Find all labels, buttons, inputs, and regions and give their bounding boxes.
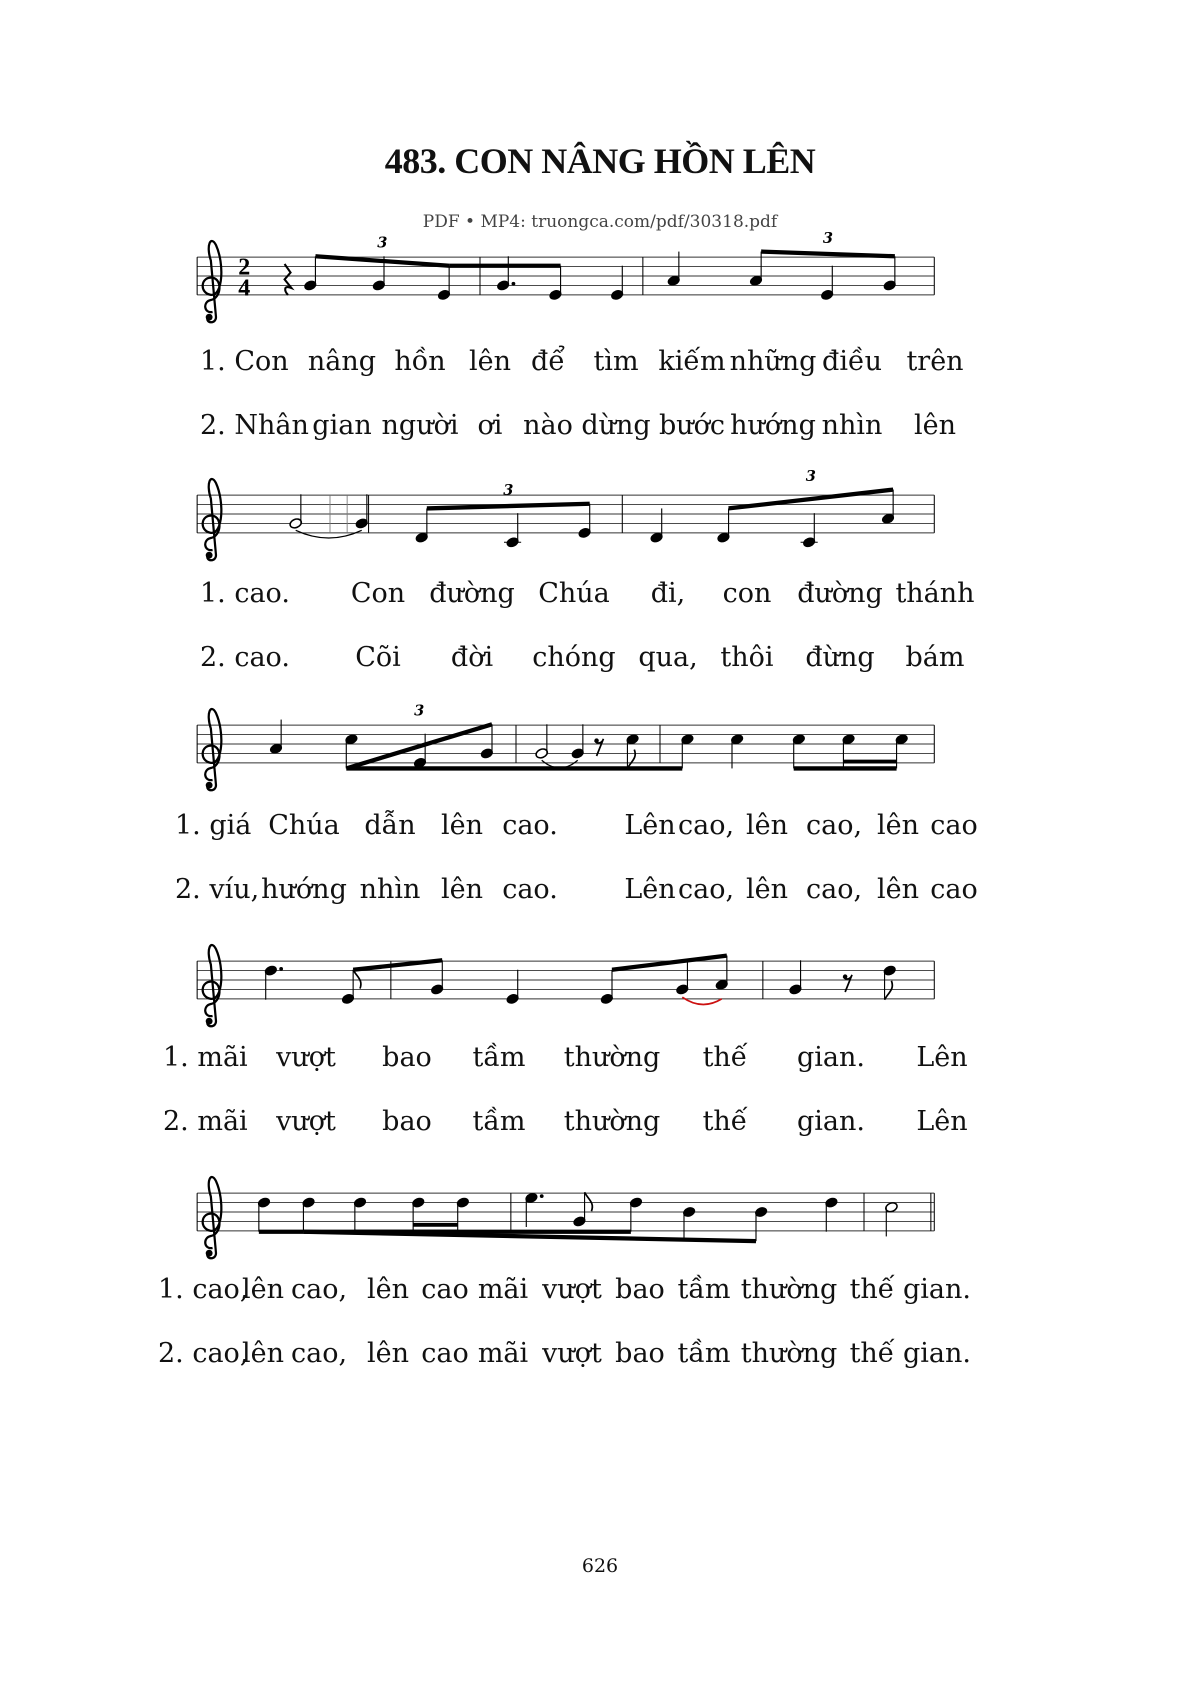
- lyric-word: để: [531, 346, 565, 377]
- lyric-word: cao,: [290, 1338, 348, 1369]
- lyric-word: vượt: [542, 1274, 602, 1305]
- lyric-word: 1. giá: [175, 810, 252, 841]
- lyric-word: cao: [930, 810, 978, 841]
- staff-system: [130, 1158, 1070, 1278]
- lyric-word: cao,: [805, 810, 863, 841]
- lyric-word: nào: [523, 410, 573, 441]
- lyric-word: nhìn: [359, 874, 421, 905]
- treble-clef-icon: [203, 945, 222, 1026]
- lyric-word: 2. víu,: [175, 874, 260, 905]
- lyric-word: chóng: [532, 642, 616, 673]
- lyric-word: vượt: [276, 1042, 336, 1073]
- lyric-word: kiếm: [658, 346, 726, 377]
- note-flag: [627, 750, 635, 769]
- lyric-word: tìm: [593, 346, 639, 377]
- lyric-word: tầm: [472, 1042, 526, 1073]
- time-signature-bottom: 4: [238, 275, 251, 302]
- lyric-word: người: [381, 410, 459, 441]
- lyric-word: lên: [913, 410, 957, 441]
- lyric-word: những: [729, 346, 817, 377]
- lyric-word: lên: [745, 810, 789, 841]
- treble-clef-icon: [203, 479, 222, 560]
- lyric-word: nâng: [307, 346, 377, 377]
- lyric-word: Con: [350, 578, 406, 609]
- lyric-word: bao: [382, 1106, 432, 1137]
- dot: [279, 967, 283, 971]
- lyric-word: gian.: [797, 1042, 865, 1073]
- lyric-word: tầm: [472, 1106, 526, 1137]
- lyric-word: 2. Nhân: [200, 410, 309, 441]
- tuplet-number: 3: [414, 702, 425, 720]
- lyric-word: lên: [440, 874, 484, 905]
- lyric-word: 1. mãi: [163, 1042, 248, 1073]
- lyric-word: lên: [468, 346, 512, 377]
- lyric-word: Cõi: [355, 642, 401, 673]
- lyric-word: cao,: [677, 810, 735, 841]
- staff-system: [130, 690, 1070, 810]
- treble-clef-icon: [203, 1177, 222, 1258]
- lyric-word: cao.: [502, 810, 558, 841]
- treble-clef-icon: [203, 241, 222, 322]
- treble-clef-icon: [203, 709, 222, 790]
- lyric-word: 1. cao,: [158, 1274, 249, 1305]
- lyric-word: 1. cao.: [200, 578, 290, 609]
- lyric-word: lên: [366, 1338, 410, 1369]
- lyric-word: thường: [563, 1106, 661, 1137]
- note-flag: [885, 981, 893, 1000]
- dot: [512, 282, 516, 286]
- time-signature-top: 2: [238, 254, 251, 281]
- lyric-word: mãi: [477, 1338, 529, 1369]
- lyric-word: đừng: [805, 642, 875, 673]
- lyric-word: mãi: [477, 1274, 529, 1305]
- lyric-word: gian.: [903, 1338, 971, 1369]
- staff-system: [130, 460, 1070, 580]
- eighth-rest-icon: [594, 738, 598, 742]
- lyric-word: vượt: [276, 1106, 336, 1137]
- note-flag: [585, 1192, 593, 1211]
- lyric-word: ơi: [477, 410, 503, 441]
- dot: [540, 1194, 544, 1198]
- beam: [315, 256, 449, 265]
- lyric-word: bao: [382, 1042, 432, 1073]
- lyric-word: lên: [241, 1338, 285, 1369]
- staff-system: [130, 926, 1070, 1046]
- lyric-word: thường: [740, 1338, 838, 1369]
- lyric-word: hồn: [394, 346, 446, 377]
- note-flag: [353, 970, 361, 989]
- lyric-word: Lên: [916, 1106, 968, 1137]
- lyric-word: hướng: [730, 410, 816, 441]
- lyric-word: Chúa: [538, 578, 610, 609]
- lyric-word: tầm: [677, 1338, 731, 1369]
- lyric-word: Chúa: [268, 810, 340, 841]
- lyric-word: thánh: [895, 578, 975, 609]
- lyric-word: gian.: [903, 1274, 971, 1305]
- beam: [729, 490, 894, 509]
- lyric-word: 2. cao.: [200, 642, 290, 673]
- lyric-word: gian: [312, 410, 372, 441]
- lyric-word: thế: [849, 1338, 895, 1369]
- tie: [296, 530, 362, 538]
- song-title: 483. CON NÂNG HỒN LÊN: [384, 141, 816, 181]
- lyric-word: lên: [876, 874, 920, 905]
- page-number: 626: [581, 1555, 619, 1577]
- lyric-word: lên: [745, 874, 789, 905]
- lyric-word: điều: [822, 346, 882, 377]
- lyric-word: thường: [563, 1042, 661, 1073]
- lyric-word: thôi: [720, 642, 774, 673]
- beam: [761, 252, 895, 257]
- lyric-word: cao.: [502, 874, 558, 905]
- lyric-word: Lên: [624, 810, 676, 841]
- lyric-word: lên: [440, 810, 484, 841]
- tuplet-number: 3: [377, 234, 388, 252]
- lyric-word: cao,: [290, 1274, 348, 1305]
- tuplet-number: 3: [822, 230, 834, 247]
- lyric-word: vượt: [542, 1338, 602, 1369]
- tuplet-number: 3: [805, 468, 816, 485]
- lyric-word: thế: [702, 1106, 748, 1137]
- eighth-rest-icon: [843, 974, 847, 978]
- lyric-word: 2. mãi: [163, 1106, 248, 1137]
- lyric-word: thế: [849, 1274, 895, 1305]
- quarter-rest-icon: [285, 264, 292, 295]
- lyric-word: bao: [615, 1338, 665, 1369]
- lyric-word: lên: [366, 1274, 410, 1305]
- slur: [682, 997, 721, 1004]
- beam: [353, 960, 442, 969]
- lyric-word: cao,: [805, 874, 863, 905]
- lyric-word: nhìn: [821, 410, 883, 441]
- lyric-word: lên: [241, 1274, 285, 1305]
- lyric-word: 1. Con: [200, 346, 289, 377]
- lyric-word: thường: [740, 1274, 838, 1305]
- lyric-word: Lên: [916, 1042, 968, 1073]
- lyric-word: tầm: [677, 1274, 731, 1305]
- lyric-word: bao: [615, 1274, 665, 1305]
- source-link[interactable]: PDF • MP4: truongca.com/pdf/30318.pdf: [422, 212, 778, 232]
- lyric-word: đường: [429, 578, 515, 609]
- lyric-word: cao: [930, 874, 978, 905]
- lyric-word: trên: [906, 346, 964, 377]
- lyric-word: qua,: [638, 642, 698, 673]
- staff-system: [130, 222, 1070, 342]
- lyric-word: con: [722, 578, 772, 609]
- lyric-word: dẫn: [364, 810, 416, 841]
- beam: [612, 956, 727, 970]
- lyric-word: cao: [421, 1338, 469, 1369]
- lyric-word: đường: [797, 578, 883, 609]
- lyric-word: gian.: [797, 1106, 865, 1137]
- lyric-word: bám: [905, 642, 965, 673]
- lyric-word: lên: [876, 810, 920, 841]
- lyric-word: hướng: [261, 874, 347, 905]
- lyric-word: dừng: [581, 410, 651, 441]
- lyric-word: 2. cao,: [158, 1338, 249, 1369]
- lyric-word: Lên: [624, 874, 676, 905]
- lyric-word: cao,: [677, 874, 735, 905]
- lyric-word: đời: [450, 642, 494, 673]
- lyric-word: cao: [421, 1274, 469, 1305]
- lyric-word: bước: [658, 410, 726, 441]
- tuplet-number: 3: [503, 482, 514, 500]
- lyric-word: đi,: [650, 578, 686, 609]
- lyric-word: thế: [702, 1042, 748, 1073]
